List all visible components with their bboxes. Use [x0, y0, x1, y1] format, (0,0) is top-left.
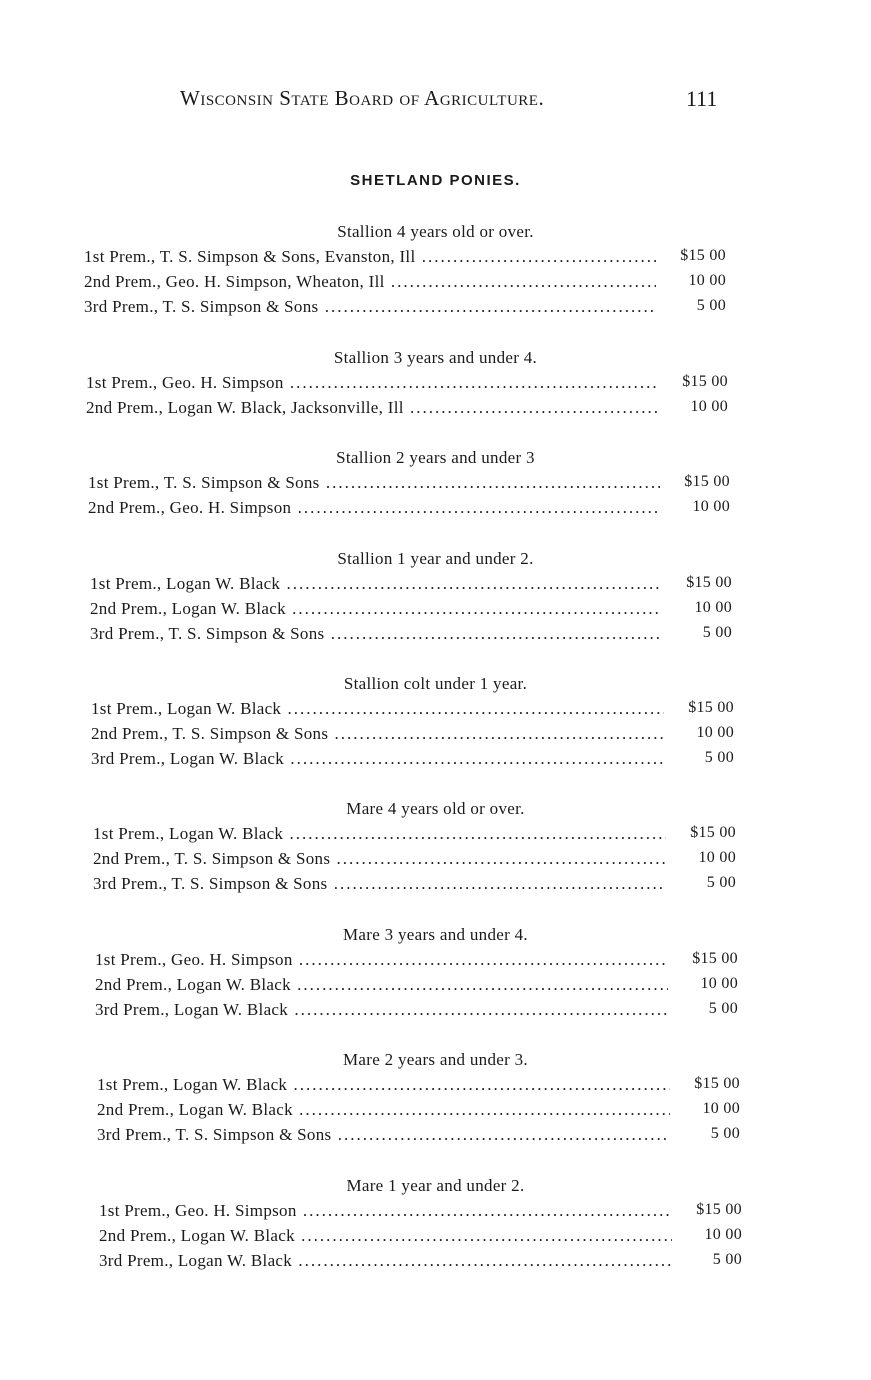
award-text: 1st Prem., Geo. H. Simpson .....	[99, 1201, 672, 1221]
award-amount: 10 00	[700, 975, 738, 992]
award-row	[0, 1100, 871, 1125]
class-block-3	[0, 549, 871, 649]
award-row	[0, 1000, 871, 1025]
award-text: 3rd Prem., Logan W. Black .....	[95, 1000, 668, 1020]
award-text: 1st Prem., Logan W. Black .....	[93, 824, 666, 844]
award-row	[0, 624, 871, 649]
award-row	[0, 950, 871, 975]
award-amount: $15 00	[690, 824, 736, 841]
award-text: 3rd Prem., T. S. Simpson & Sons .....	[93, 874, 666, 894]
award-text: 1st Prem., Logan W. Black .....	[90, 574, 662, 594]
award-amount: 5 00	[708, 1000, 738, 1017]
award-row	[0, 1125, 871, 1150]
class-block-8	[0, 1176, 871, 1276]
running-title: Wisconsin State Board of Agriculture.	[180, 86, 545, 110]
award-row	[0, 398, 871, 423]
award-amount: 5 00	[710, 1125, 740, 1142]
class-block-0	[0, 222, 871, 322]
award-amount: $15 00	[680, 247, 726, 264]
award-row	[0, 699, 871, 724]
award-text: 1st Prem., Logan W. Black .....	[91, 699, 664, 719]
award-row	[0, 849, 871, 874]
award-row	[0, 297, 871, 322]
section-heading: SHETLAND PONIES.	[350, 172, 521, 189]
award-row	[0, 824, 871, 849]
award-amount: 10 00	[698, 849, 736, 866]
award-row	[0, 574, 871, 599]
award-text: 2nd Prem., Logan W. Black .....	[90, 599, 662, 619]
award-amount: 5 00	[704, 749, 734, 766]
award-amount: $15 00	[682, 373, 728, 390]
award-text: 3rd Prem., Logan W. Black .....	[99, 1251, 672, 1271]
award-amount: 5 00	[702, 624, 732, 641]
award-text: 3rd Prem., T. S. Simpson & Sons .....	[97, 1125, 670, 1145]
award-amount: $15 00	[688, 699, 734, 716]
award-text: 2nd Prem., Geo. H. Simpson, Wheaton, Ill .....	[84, 272, 656, 292]
class-block-2	[0, 448, 871, 523]
award-amount: 5 00	[696, 297, 726, 314]
class-block-4	[0, 674, 871, 774]
award-row	[0, 272, 871, 297]
award-amount: $15 00	[692, 950, 738, 967]
award-text: 1st Prem., T. S. Simpson & Sons, Evanston, Ill .....	[84, 247, 656, 267]
award-amount: 10 00	[696, 724, 734, 741]
award-amount: $15 00	[696, 1201, 742, 1218]
class-title: Mare 3 years and under 4.	[343, 925, 528, 944]
award-amount: 10 00	[688, 272, 726, 289]
award-row	[0, 1075, 871, 1100]
class-title: Mare 4 years old or over.	[346, 799, 525, 818]
award-amount: $15 00	[694, 1075, 740, 1092]
award-amount: $15 00	[684, 473, 730, 490]
page-header	[0, 86, 871, 118]
class-title: Mare 1 year and under 2.	[346, 1176, 525, 1195]
class-block-5	[0, 799, 871, 899]
award-text: 3rd Prem., Logan W. Black .....	[91, 749, 664, 769]
class-title: Stallion colt under 1 year.	[343, 674, 528, 693]
award-row	[0, 1251, 871, 1276]
award-row	[0, 874, 871, 899]
award-row	[0, 1226, 871, 1251]
class-title: Stallion 2 years and under 3	[336, 448, 535, 467]
class-title: Stallion 3 years and under 4.	[333, 348, 538, 367]
award-row	[0, 724, 871, 749]
award-text: 1st Prem., Geo. H. Simpson .....	[86, 373, 658, 393]
award-row	[0, 749, 871, 774]
award-text: 3rd Prem., T. S. Simpson & Sons .....	[90, 624, 662, 644]
award-row	[0, 373, 871, 398]
award-row	[0, 473, 871, 498]
award-row	[0, 1201, 871, 1226]
award-text: 1st Prem., Geo. H. Simpson .....	[95, 950, 668, 970]
award-text: 2nd Prem., T. S. Simpson & Sons .....	[91, 724, 664, 744]
award-text: 2nd Prem., Geo. H. Simpson .....	[88, 498, 660, 518]
page-number: 111	[686, 86, 718, 111]
award-amount: 10 00	[692, 498, 730, 515]
award-text: 2nd Prem., Logan W. Black .....	[97, 1100, 670, 1120]
class-title: Stallion 4 years old or over.	[337, 222, 534, 241]
class-block-6	[0, 925, 871, 1025]
class-block-7	[0, 1050, 871, 1150]
award-amount: $15 00	[686, 574, 732, 591]
award-row	[0, 599, 871, 624]
award-text: 2nd Prem., Logan W. Black .....	[99, 1226, 672, 1246]
award-amount: 5 00	[706, 874, 736, 891]
award-amount: 5 00	[712, 1251, 742, 1268]
award-amount: 10 00	[702, 1100, 740, 1117]
award-text: 1st Prem., T. S. Simpson & Sons .....	[88, 473, 660, 493]
award-amount: 10 00	[704, 1226, 742, 1243]
award-amount: 10 00	[694, 599, 732, 616]
award-amount: 10 00	[690, 398, 728, 415]
award-row	[0, 975, 871, 1000]
award-text: 2nd Prem., T. S. Simpson & Sons .....	[93, 849, 666, 869]
award-row	[0, 247, 871, 272]
award-text: 1st Prem., Logan W. Black .....	[97, 1075, 670, 1095]
award-text: 3rd Prem., T. S. Simpson & Sons .....	[84, 297, 656, 317]
class-block-1	[0, 348, 871, 423]
class-title: Mare 2 years and under 3.	[343, 1050, 528, 1069]
award-text: 2nd Prem., Logan W. Black .....	[95, 975, 668, 995]
award-text: 2nd Prem., Logan W. Black, Jacksonville, Ill .....	[86, 398, 658, 418]
award-row	[0, 498, 871, 523]
class-title: Stallion 1 year and under 2.	[337, 549, 534, 568]
